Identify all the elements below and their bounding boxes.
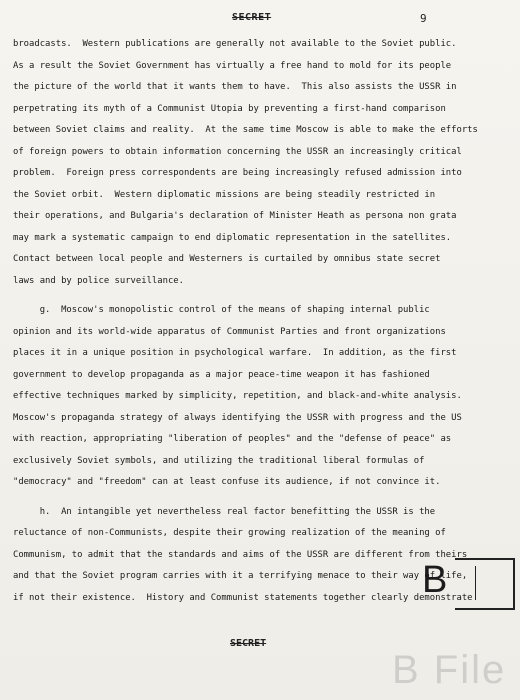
text-line: reluctance of non-Communists, despite their growing realization of the meaning of bbox=[13, 528, 446, 538]
text-line: h. An intangible yet nevertheless real factor benefitting the USSR is the bbox=[13, 506, 436, 517]
header-classification: SECRET bbox=[232, 12, 272, 23]
text-line: of foreign powers to obtain information concerning the USSR an increasingly critical bbox=[13, 146, 462, 157]
text-line: perpetrating its myth of a Communist Utopia by preventing a first-hand comparison bbox=[13, 103, 446, 114]
text-line: the picture of the world that it wants them to have. This also assists the USSR in bbox=[13, 82, 457, 92]
body-text bbox=[13, 34, 513, 609]
text-line: As a result the Soviet Government has virtually a free hand to mold for its people bbox=[13, 60, 452, 71]
text-line: the Soviet orbit. Western diplomatic missions are being steadily restricted in bbox=[13, 189, 436, 200]
file-stamp-letter: B bbox=[422, 559, 448, 601]
text-line: their operations, and Bulgaria's declaration of Minister Heath as persona non grata bbox=[13, 211, 457, 221]
text-line: between Soviet claims and reality. At the same time Moscow is able to make the efforts bbox=[13, 125, 478, 135]
text-line: opinion and its world-wide apparatus of Communist Parties and front organizations bbox=[13, 326, 446, 337]
text-line: effective techniques marked by simplicity, repetition, and black-and-white analysis. bbox=[13, 391, 462, 401]
text-line: may mark a systematic campaign to end diplomatic representation in the satellites. bbox=[13, 232, 452, 243]
text-line: Communism, to admit that the standards and aims of the USSR are different from theirs bbox=[13, 549, 468, 560]
paragraph-gap bbox=[13, 292, 513, 300]
text-line: places it in a unique position in psychological warfare. In addition, as the first bbox=[13, 348, 457, 358]
text-line: problem. Foreign press correspondents are being increasingly refused admission into bbox=[13, 168, 462, 178]
text-line: g. Moscow's monopolistic control of the means of shaping internal public bbox=[13, 305, 430, 315]
text-line: broadcasts. Western publications are generally not available to the Soviet public. bbox=[13, 39, 457, 49]
text-line: with reaction, appropriating "liberation of peoples" and the "defense of peace" as bbox=[13, 434, 452, 444]
watermark: B File bbox=[392, 648, 507, 692]
text-line: Moscow's propaganda strategy of always identifying the USSR with progress and the US bbox=[13, 412, 462, 423]
footer-classification: SECRET bbox=[230, 638, 267, 649]
text-line: if not their existence. History and Communist statements together clearly demonstrate bbox=[13, 592, 473, 603]
text-line: and that the Soviet program carries with it a terrifying menace to their way of life, bbox=[13, 571, 468, 581]
file-stamp-divider bbox=[475, 566, 476, 600]
page-number: 9 bbox=[420, 12, 427, 25]
file-stamp-box bbox=[455, 558, 515, 610]
text-line: Contact between local people and Westerners is curtailed by omnibus state secret bbox=[13, 254, 441, 264]
text-line: exclusively Soviet symbols, and utilizing the traditional liberal formulas of bbox=[13, 455, 425, 466]
text-line: "democracy" and "freedom" can at least confuse its audience, if not convince it. bbox=[13, 477, 441, 487]
paragraph-gap bbox=[13, 494, 513, 502]
text-line: laws and by police surveillance. bbox=[13, 275, 184, 286]
text-line: government to develop propaganda as a major peace-time weapon it has fashioned bbox=[13, 369, 430, 380]
